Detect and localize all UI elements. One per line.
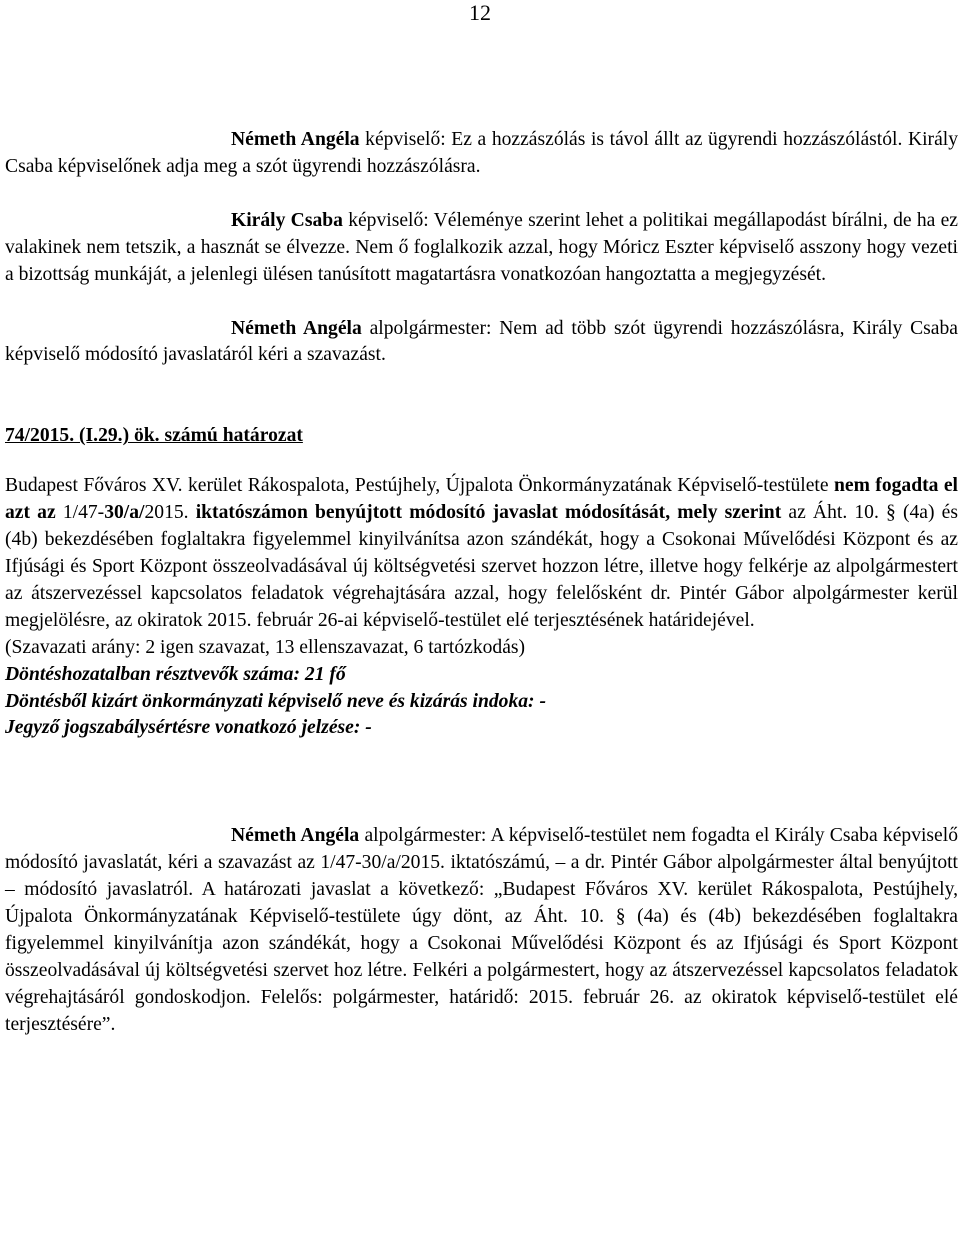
paragraph-text: alpolgármester: Nem ad több szót ügyrendi hozzászólásra, Király Csaba képviselő módosító javaslatáról kéri a szavazást. — [5, 317, 958, 366]
document-body — [5, 127, 958, 1039]
speaker-name: Németh Angéla — [231, 317, 362, 339]
paragraph-kiraly — [5, 208, 958, 289]
resolution-text: Budapest Főváros XV. kerület Rákospalota, Pestújhely, Újpalota Önkormányzatának Képviselő-testülete — [5, 475, 834, 497]
resolution-bold-text: nem fogadta el azt az — [5, 475, 958, 524]
resolution-text: az Áht. 10. § (4a) és (4b) bekezdésében foglaltakra figyelemmel kinyilvánítsa azon szándékát, hogy a Csokonai Művelődési Központ és az Ifjúsági és Sport Központ összeolvadásával új költségvetési szervet hozzon létre, illetve hogy felkérje az alpolgármestert az átszervezéssel kapcsolatos feladatok végrehajtására azzal, hogy felelősként dr. Pintér Gábor alpolgármester kerül megjelölésre, az okiratok 2015. február 26-ai képviselő-testület elé terjesztésének határidejével. — [5, 502, 958, 631]
notary-remark: Jegyző jogszabálysértésre vonatkozó jelzése: - — [5, 717, 372, 739]
page-number: 12 — [469, 0, 491, 25]
excluded-members: Döntésből kizárt önkormányzati képviselő neve és kizárás indoka: - — [5, 690, 547, 712]
resolution-title — [5, 423, 958, 450]
paragraph-nemeth-3 — [5, 823, 958, 1038]
participants-count: Döntéshozatalban résztvevők száma: 21 fő — [5, 663, 346, 685]
resolution-title-text: 74/2015. (I.29.) ök. számú határozat — [5, 425, 303, 447]
resolution-body — [5, 473, 958, 634]
speaker-name: Németh Angéla — [231, 129, 360, 150]
resolution-bold-text: 30/a/ — [104, 502, 145, 524]
paragraph-text: alpolgármester: A képviselő-testület nem fogadta el Király Csaba képviselő módosító javaslatát, kéri a szavazást az 1/47-30/a/2015. iktatószámú, – a dr. Pintér Gábor alpolgármester által benyújtott – módosító javaslatról. A határozati javaslat a következő: „Budapest Főváros XV. kerület Rákospalota, Pestújhely, Újpalota Önkormányzatának Képviselő-testülete úgy dönt, az Áht. 10. § (4a) és (4b) bekezdésében foglaltakra figyelemmel kinyilvánítja azon szándékát, hogy a Csokonai Művelődési Központ és az Ifjúsági és Sport Központ összeolvadásával új költségvetési szervet hoz létre. Felkéri a polgármestert, hogy az átszervezéssel kapcsolatos feladatok végrehajtásáról gondoskodjon. Felelős: polgármester, határidő: 2015. február 26. az okiratok képviselő-testület elé terjesztésére”. — [5, 825, 958, 1035]
resolution-text: 1/47- — [55, 502, 105, 524]
paragraph-text: képviselő: Véleménye szerint lehet a politikai megállapodást bírálni, de ha ez valakinek nem tetszik, a hasznát se élvezze. Nem ő foglalkozik azzal, hogy Móricz Eszter képviselő asszony hogy vezeti a bizottság munkáját, a jelenlegi ülésen tanúsított magatartásra vonatkozóan hangoztatta a megjegyzését. — [5, 209, 958, 285]
resolution-bold-text: iktatószámon benyújtott módosító javaslat módosítását, mely szerint — [195, 502, 782, 524]
resolution-text: 2015. — [144, 502, 196, 524]
speaker-name: Király Csaba — [231, 209, 343, 231]
speaker-name: Németh Angéla — [231, 825, 360, 847]
paragraph-nemeth-1 — [5, 127, 958, 181]
vote-ratio: (Szavazati arány: 2 igen szavazat, 13 ellenszavazat, 6 tartózkodás) — [5, 636, 526, 658]
paragraph-nemeth-2 — [5, 316, 958, 370]
paragraph-text: képviselő: Ez a hozzászólás is távol állt az ügyrendi hozzászólástól. Király Csaba képviselőnek adja meg a szót ügyrendi hozzászólásra. — [5, 129, 959, 177]
